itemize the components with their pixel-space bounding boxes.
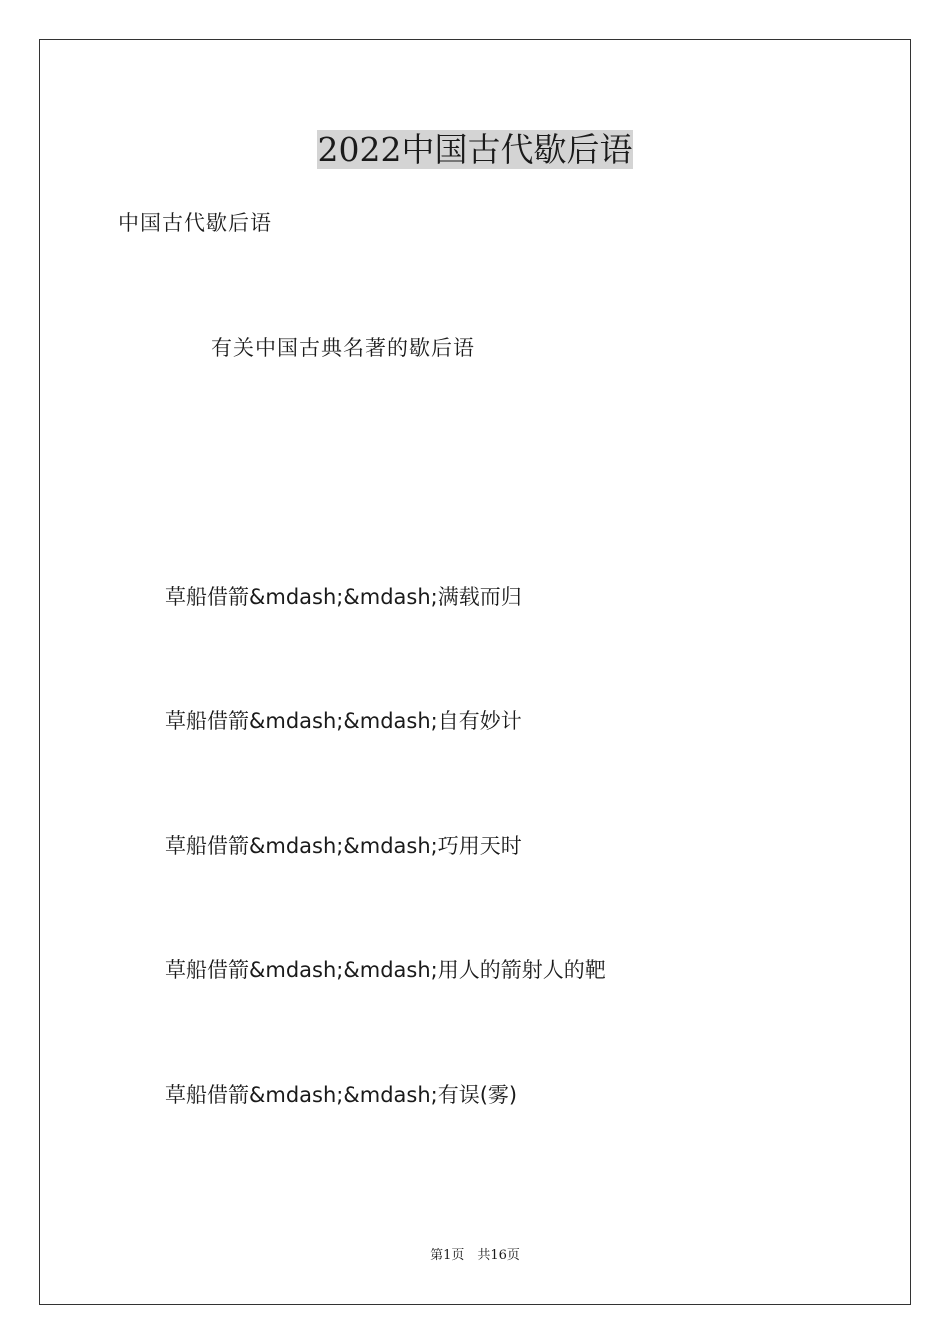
saying-entry: 草船借箭&mdash;&mdash;自有妙计 bbox=[165, 709, 522, 733]
saying-entry: 草船借箭&mdash;&mdash;用人的箭射人的靶 bbox=[165, 958, 606, 982]
saying-entry: 草船借箭&mdash;&mdash;有误(雾) bbox=[165, 1083, 518, 1107]
section-heading: 有关中国古典名著的歇后语 bbox=[211, 336, 475, 360]
document-title bbox=[0, 128, 950, 172]
document-title-text: 2022中国古代歇后语 bbox=[317, 130, 633, 169]
saying-entry: 草船借箭&mdash;&mdash;巧用天时 bbox=[165, 834, 522, 858]
document-subtitle: 中国古代歇后语 bbox=[118, 211, 272, 235]
page-footer: 第1页 共16页 bbox=[430, 1248, 520, 1263]
saying-entry: 草船借箭&mdash;&mdash;满载而归 bbox=[165, 585, 522, 609]
